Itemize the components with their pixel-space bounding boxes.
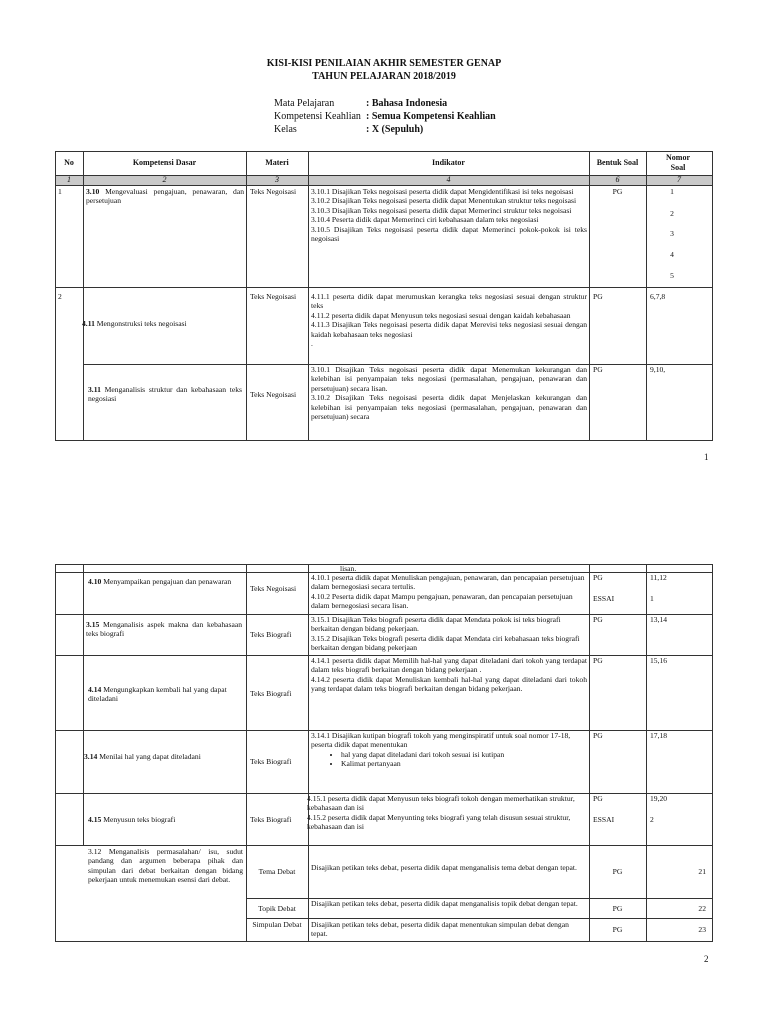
materi-cell: Teks Biografi [250,815,292,824]
nomor-cell: 21 [698,867,706,876]
bentuk-cell: PG [612,187,623,196]
header-kd: Kompetensi Dasar [132,158,197,167]
nomor-cell: 13,14 [650,615,668,624]
doc-subtitle: TAHUN PELAJARAN 2018/2019 [312,71,456,82]
col-number: 2 [162,175,167,184]
bentuk-cell: PG [612,867,623,876]
bentuk-cell: ESSAI [593,815,615,824]
header-no: No [64,158,74,167]
meta-key: Kompetensi Keahlian [274,111,361,122]
bentuk-cell: PG [593,656,603,665]
kd-cell: 4.10 Menyampaikan pengajuan dan penawaran [88,577,232,586]
indikator-cell: Disajikan petikan teks debat, peserta didik dapat menganalisis tema debat dengan tepat. [311,863,577,872]
nomor-cell: 15,16 [650,656,668,665]
header-nomor: Nomor Soal [666,153,690,172]
bullet-item: • Kalimat pertanyaan [341,759,587,768]
materi-cell: Teks Negoisasi [250,584,297,593]
materi-cell: Teks Negoisasi [250,390,297,399]
indikator-cell: 4.15.1 peserta didik dapat Menyusun teks biografi tokoh dengan memerhatikan struktur, kebahasaan dan isi 4.15.2 peserta didik dapat Menyunting teks biografi yang telah disusun sesuai struktur, kebahasaan dan isi [307,794,575,832]
bentuk-cell: PG [612,904,623,913]
nomor-cell: 19,20 [650,794,668,803]
nomor-5: 5 [670,271,674,280]
materi-cell: Simpulan Debat [252,920,302,929]
bentuk-cell: PG [593,573,603,582]
bentuk-cell: PG [593,731,603,740]
kd-cell: 3.14 Menilai hal yang dapat diteladani [84,752,201,761]
nomor-3: 3 [670,229,674,238]
materi-cell: Teks Biografi [250,757,292,766]
indikator-cell: Disajikan petikan teks debat, peserta didik dapat menganalisis topik debat dengan tepat. [311,899,578,908]
kd-cell: 4.11 Mengonstruksi teks negoisasi [82,319,187,328]
col-number: 4 [446,175,451,184]
kd-cell: 4.15 Menyusun teks biografi [88,815,176,824]
header-indikator: Indikator [432,158,465,167]
meta-key: Kelas [274,124,297,135]
page-number: 1 [704,452,709,462]
indikator-cell: 3.10.1 Disajikan Teks negoisasi peserta didik dapat Menemukan kekurangan dan kelebihan isi penyampaian teks negosiasi (permasalahan, pengajuan, penawaran dan persetujuan) secara lisan. 3.10.2 Disajikan Teks negoisasi peserta didik dapat Menjelaskan kekurangan dan kelebihan isi penyampaian teks negosiasi (permasalahan, pengajuan, penawaran dan persetujuan) secara [311,365,587,422]
materi-cell: Tema Debat [258,867,296,876]
nomor-cell: 6,7,8 [650,292,666,301]
nomor-cell: 23 [698,925,706,934]
indikator-cell: 4.11.1 peserta didik dapat merumuskan kerangka teks negosiasi sesuai dengan struktur teks 4.11.2 peserta didik dapat Menyusun teks negosiasi sesuai dengan kaidah kebahasaan 4.11.3 Disajikan Teks negoisasi peserta didik dapat Merevisi teks negosiasi sesuai dengan kaidah kebahasaan teks negosiasi . [311,292,587,349]
bentuk-cell: PG [612,925,623,934]
meta-value: : Semua Kompetensi Keahlian [366,111,496,122]
meta-row-subject [274,98,447,109]
kd-cell: 3.15 Menganalisis aspek makna dan kebahasaan teks biografi [86,620,242,639]
nomor-cell: 11,12 [650,573,667,582]
indikator-cell: 3.10.1 Disajikan Teks negoisasi peserta didik dapat Mengidentifikasi isi teks negoisasi 3.10.2 Disajikan Teks negoisasi peserta didik dapat Menentukan struktur teks negoisasi 3.10.3 Disajikan Teks negoisasi peserta didik dapat Memerinci struktur teks negoisasi 3.10.4 Peserta didik dapat Memerinci ciri kebahasaan dalam teks negosiasi 3.10.5 Disajikan Teks negoisasi peserta didik dapat Memerinci pokok-pokok isi teks negoisasi [311,187,587,244]
bentuk-cell: PG [593,365,603,374]
indikator-cell: 4.14.1 peserta didik dapat Memilih hal-hal yang dapat diteladani dari tokoh yang terdapat dalam teks biografi berkaitan dengan bidang pekerjaan . 4.14.2 peserta didik dapat Menuliskan kembali hal-hal yang dapat diteladani dari tokoh yang terdapat dalam teks biografi berkaitan dengan bidang pekerjaan. [311,656,587,694]
meta-key: Mata Pelajaran [274,98,335,109]
nomor-cell: 22 [698,904,706,913]
kd-cell: 3.12 Menganalisis permasalahan/ isu, sudut pandang dan argumen beberapa pihak dan simpulan dari debat berkaitan dengan bidang pekerjaan untuk menemukan esensi dari debat. [88,847,243,885]
meta-row-class [274,124,423,135]
kd-cell: 3.11 Menganalisis struktur dan kebahasaan teks negosiasi [88,385,242,404]
materi-cell: Teks Biografi [250,689,292,698]
materi-cell: Teks Negoisasi [250,187,297,196]
row-no: 2 [58,292,62,301]
bentuk-cell: ESSAI [593,594,615,603]
nomor-cell: 17,18 [650,731,668,740]
row-no: 1 [58,187,62,196]
col-number: 6 [615,175,620,184]
indikator-cell: lisan. [340,564,357,573]
nomor-cell: 2 [650,815,654,824]
materi-cell: Teks Biografi [250,630,292,639]
bullet-item: • hal yang dapat diteladani dari tokoh sesuai isi kutipan [341,750,587,759]
doc-title: KISI-KISI PENILAIAN AKHIR SEMESTER GENAP [266,58,502,69]
nomor-2: 2 [670,209,674,218]
col-number: 7 [677,175,681,184]
nomor-cell: 9,10, [650,365,666,374]
kd-cell: 3.10 Mengevaluasi pengajuan, penawaran, dan persetujuan [86,187,244,206]
col-number: 1 [67,175,71,184]
indikator-cell: 4.10.1 peserta didik dapat Menuliskan pengajuan, penawaran, dan pencapaian persetujuan dalam bernegosiasi secara tertulis. 4.10.2 Peserta didik dapat Mampu pengajuan, penawaran, dan pencapaian persetujuan dalam bernegosiasi secara lisan. [311,573,585,611]
materi-cell: Teks Negoisasi [250,292,297,301]
bentuk-cell: PG [593,292,603,301]
materi-cell: Topik Debat [258,904,296,913]
page-number: 2 [704,954,709,964]
meta-value: : Bahasa Indonesia [366,98,448,109]
nomor-4: 4 [670,250,674,259]
nomor-1: 1 [670,187,674,196]
meta-row-competency [274,111,496,122]
bentuk-cell: PG [593,615,603,624]
header-bentuk: Bentuk Soal [596,158,639,167]
col-number: 3 [275,175,279,184]
header-materi: Materi [265,158,289,167]
bentuk-cell: PG [593,794,603,803]
indikator-cell: Disajikan petikan teks debat, peserta didik dapat menentukan simpulan debat dengan tepat. [311,920,569,939]
meta-value: : X (Sepuluh) [366,124,424,135]
kd-cell: 4.14 Mengungkapkan kembali hal yang dapat diteladani [88,685,227,704]
nomor-cell: 1 [650,594,654,603]
indikator-cell: 3.14.1 Disajikan kutipan biografi tokoh yang menginspiratif untuk soal nomor 17-18, peserta didik dapat menentukan • hal yang dapat diteladani dari tokoh sesuai isi kutipan • Kalimat pertanyaan [311,731,587,769]
indikator-cell: 3.15.1 Disajikan Teks biografi peserta didik dapat Mendata pokok isi teks biografi berkaitan dengan bidang pekerjaan. 3.15.2 Disajikan Teks biografi peserta didik dapat Mendata ciri kebahasaan teks biografi berkaitan dengan bidang pekerjaan [311,615,580,653]
